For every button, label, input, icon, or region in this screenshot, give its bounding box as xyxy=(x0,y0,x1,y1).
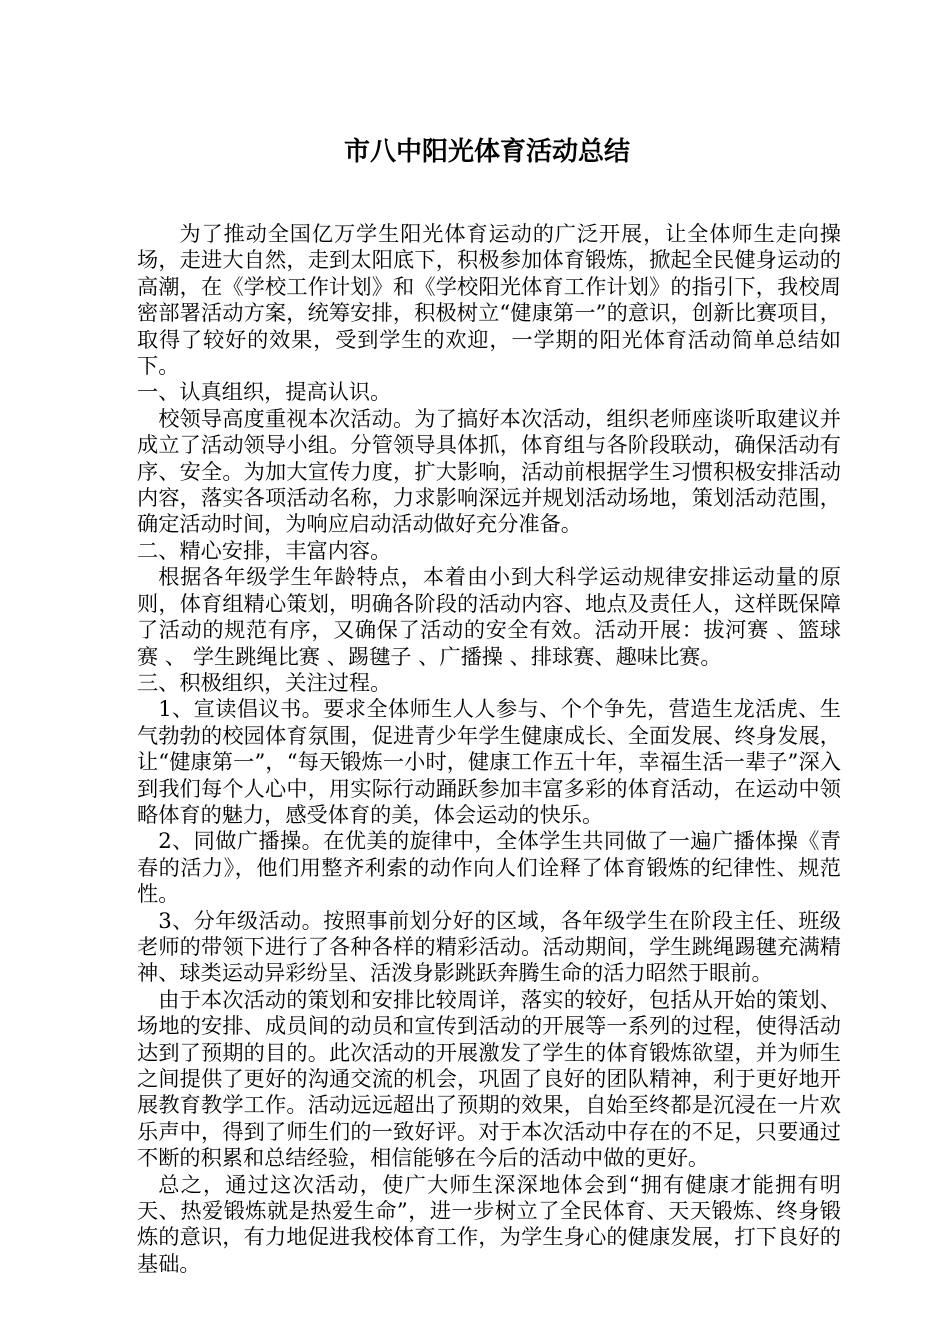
conclusion-paragraph: 总之，通过这次活动，使广大师生深深地体会到“拥有健康才能拥有明天、热爱锻炼就是热爱生命”，进一步树立了全民体育、天天锻炼、终身锻炼的意识，有力地促进我校体育工作，为学生身心的健康发展，打下良好的基础。 xyxy=(137,1171,841,1276)
section-heading-2: 二、精心安排，丰富内容。 xyxy=(137,537,392,563)
intro-paragraph: 为了推动全国亿万学生阳光体育运动的广泛开展，让全体师生走向操场，走进大自然，走到太阳底下，积极参加体育锻炼，掀起全民健身运动的高潮，在《学校工作计划》和《学校阳光体育工作计划》的指引下，我校周密部署活动方案，统筹安排，积极树立“健康第一”的意识，创新比赛项目，取得了较好的效果，受到学生的欢迎，一学期的阳光体育活动简单总结如下。 xyxy=(137,221,841,379)
item-2-paragraph: 2、同做广播操。在优美的旋律中，全体学生共同做了一遍广播体操《青春的活力》，他们用整齐利索的动作向人们诠释了体育锻炼的纪律性、规范性。 xyxy=(137,828,841,907)
section-2-paragraph: 根据各年级学生年龄特点，本着由小到大科学运动规律安排运动量的原则，体育组精心策划，明确各阶段的活动内容、地点及责任人，这样既保障了活动的规范有序，又确保了活动的安全有效。活动开展：拔河赛 、篮球赛 、 学生跳绳比赛 、踢毽子 、广播操 、排球赛、趣味比赛。 xyxy=(137,564,841,669)
document-title: 市八中阳光体育活动总结 xyxy=(343,137,630,167)
item-1-paragraph: 1、宣读倡议书。要求全体师生人人参与、个个争先，营造生龙活虎、生气勃勃的校园体育氛围，促进青少年学生健康成长、全面发展、终身发展，让“健康第一”，“每天锻炼一小时，健康工作五十年，幸福生活一辈子”深入到我们每个人心中，用实际行动踊跃参加丰富多彩的体育活动，在运动中领略体育的魅力，感受体育的美，体会运动的快乐。 xyxy=(137,696,841,827)
section-1-paragraph: 校领导高度重视本次活动。为了搞好本次活动，组织老师座谈听取建议并成立了活动领导小组。分管领导具体抓，体育组与各阶段联动，确保活动有序、安全。为加大宣传力度，扩大影响，活动前根据学生习惯积极安排活动内容，落实各项活动名称，力求影响深远并规划活动场地，策划活动范围，确定活动时间，为响应启动活动做好充分准备。 xyxy=(137,405,841,537)
section-heading-3: 三、积极组织，关注过程。 xyxy=(137,669,392,695)
document-body xyxy=(137,221,841,1277)
section-heading-1: 一、认真组织，提高认识。 xyxy=(137,379,392,405)
review-paragraph: 由于本次活动的策划和安排比较周详，落实的较好，包括从开始的策划、场地的安排、成员间的动员和宣传到活动的开展等一系列的过程，使得活动达到了预期的目的。此次活动的开展激发了学生的体育锻炼欲望，并为师生之间提供了更好的沟通交流的机会，巩固了良好的团队精神，利于更好地开展教育教学工作。活动远远超出了预期的效果，自始至终都是沉浸在一片欢乐声中，得到了师生们的一致好评。对于本次活动中存在的不足，只要通过不断的积累和总结经验，相信能够在今后的活动中做的更好。 xyxy=(137,986,841,1171)
item-3-paragraph: 3、分年级活动。按照事前划分好的区域，各年级学生在阶段主任、班级老师的带领下进行了各种各样的精彩活动。活动期间，学生跳绳踢毽充满精神、球类运动异彩纷呈、活泼身影跳跃奔腾生命的活力昭然于眼前。 xyxy=(137,907,841,986)
